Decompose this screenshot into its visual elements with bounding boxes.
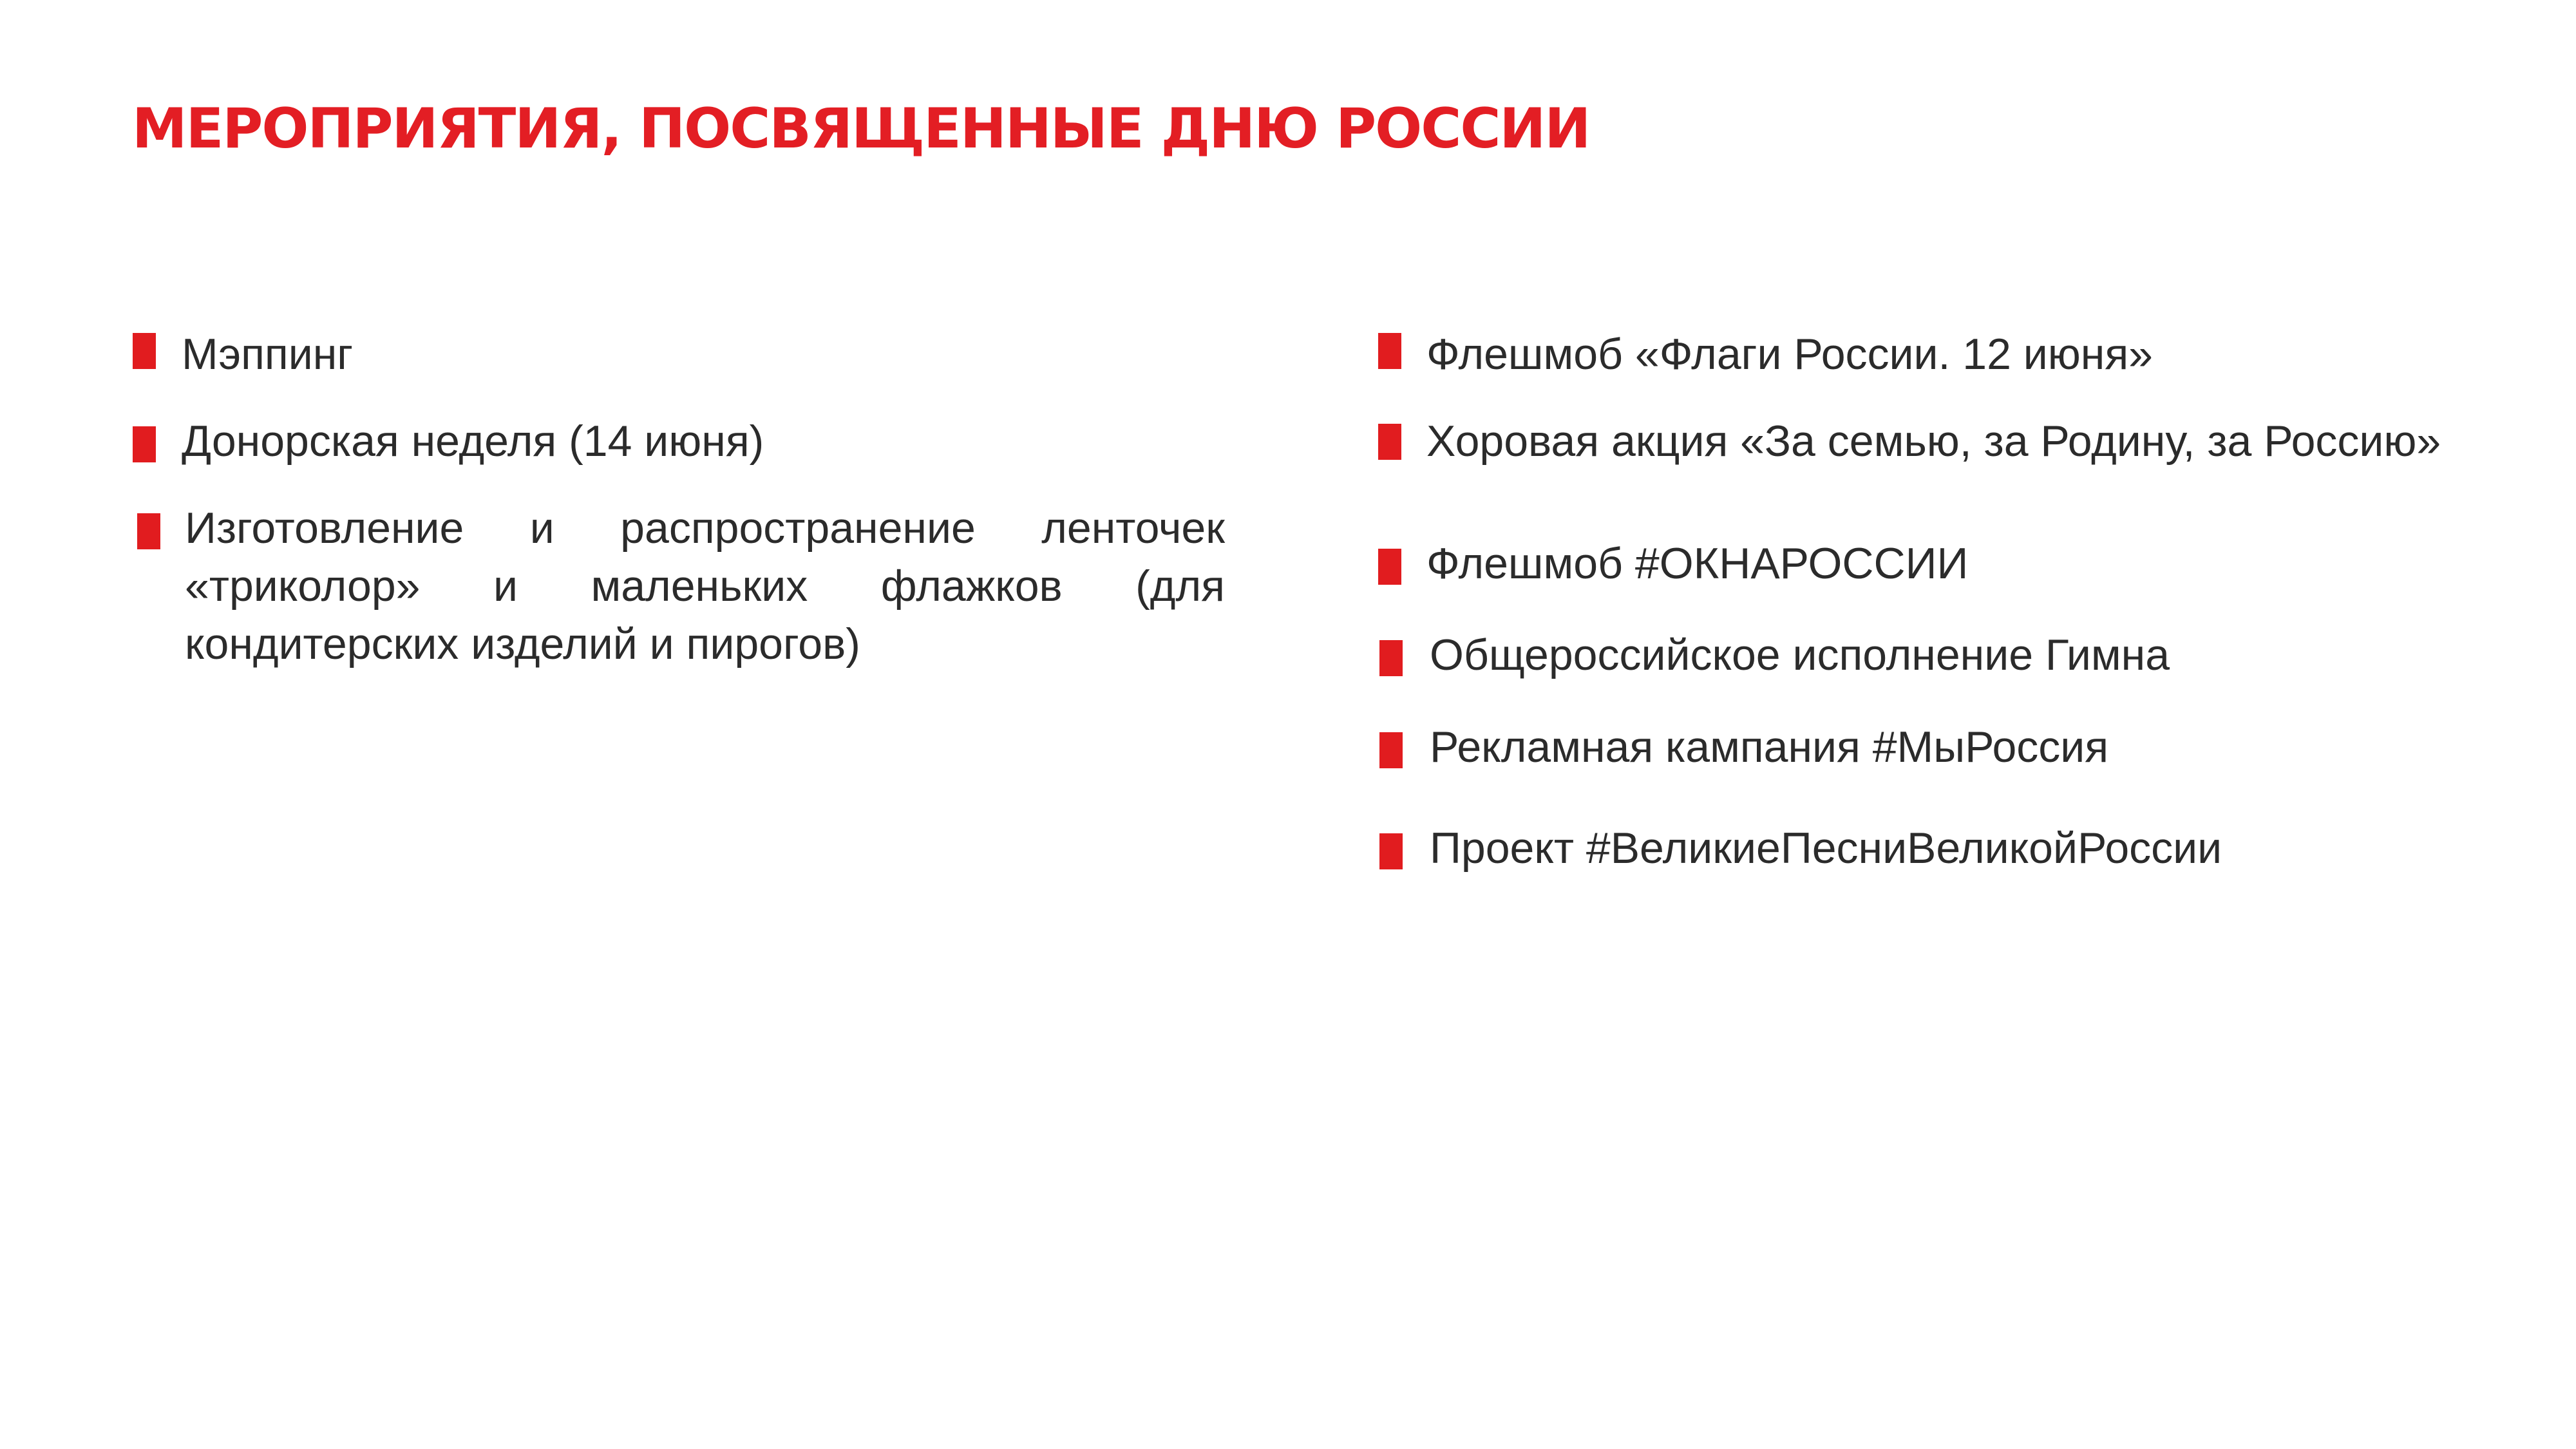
bullet-marker: [133, 333, 156, 369]
bullet-marker: [1378, 549, 1401, 585]
list-item-text: Изготовление и распространение ленточек «триколор» и маленьких флажков (для кондитерских изделий и пирогов): [185, 504, 1225, 668]
list-item-choral-action: [1426, 412, 2454, 470]
list-item-mapping: [182, 325, 1212, 383]
list-item-text: Хоровая акция «За семью, за Родину, за Россию»: [1426, 417, 2441, 466]
list-item-text: Общероссийское исполнение Гимна: [1430, 630, 2170, 679]
slide-title: МЕРОПРИЯТИЯ, ПОСВЯЩЕННЫЕ ДНЮ РОССИИ: [132, 97, 1590, 161]
list-item-great-songs: [1430, 819, 2460, 877]
list-item-donor-week: [182, 412, 1212, 470]
list-item-text: Донорская неделя (14 июня): [182, 417, 764, 466]
bullet-marker: [137, 513, 160, 549]
bullet-marker: [1378, 424, 1401, 460]
list-item-anthem: [1430, 626, 2460, 684]
list-item-text: Проект #ВеликиеПесниВеликойРоссии: [1430, 824, 2222, 873]
list-item-text: Флешмоб #ОКНАРОССИИ: [1426, 539, 1969, 588]
list-item-ad-campaign: [1430, 718, 2460, 776]
list-item-text: Мэппинг: [182, 330, 354, 379]
bullet-marker: [1379, 640, 1403, 676]
list-item-text: Флешмоб «Флаги России. 12 июня»: [1426, 330, 2153, 379]
bullet-marker: [1379, 833, 1403, 869]
list-item-tricolor-ribbons: [185, 499, 1225, 673]
list-item-text: Рекламная кампания #МыРоссия: [1430, 723, 2109, 772]
bullet-marker: [1378, 333, 1401, 369]
bullet-marker: [133, 426, 156, 462]
bullet-marker: [1379, 732, 1403, 768]
list-item-flags-flashmob: [1426, 325, 2457, 383]
list-item-windows-flashmob: [1426, 535, 2457, 592]
